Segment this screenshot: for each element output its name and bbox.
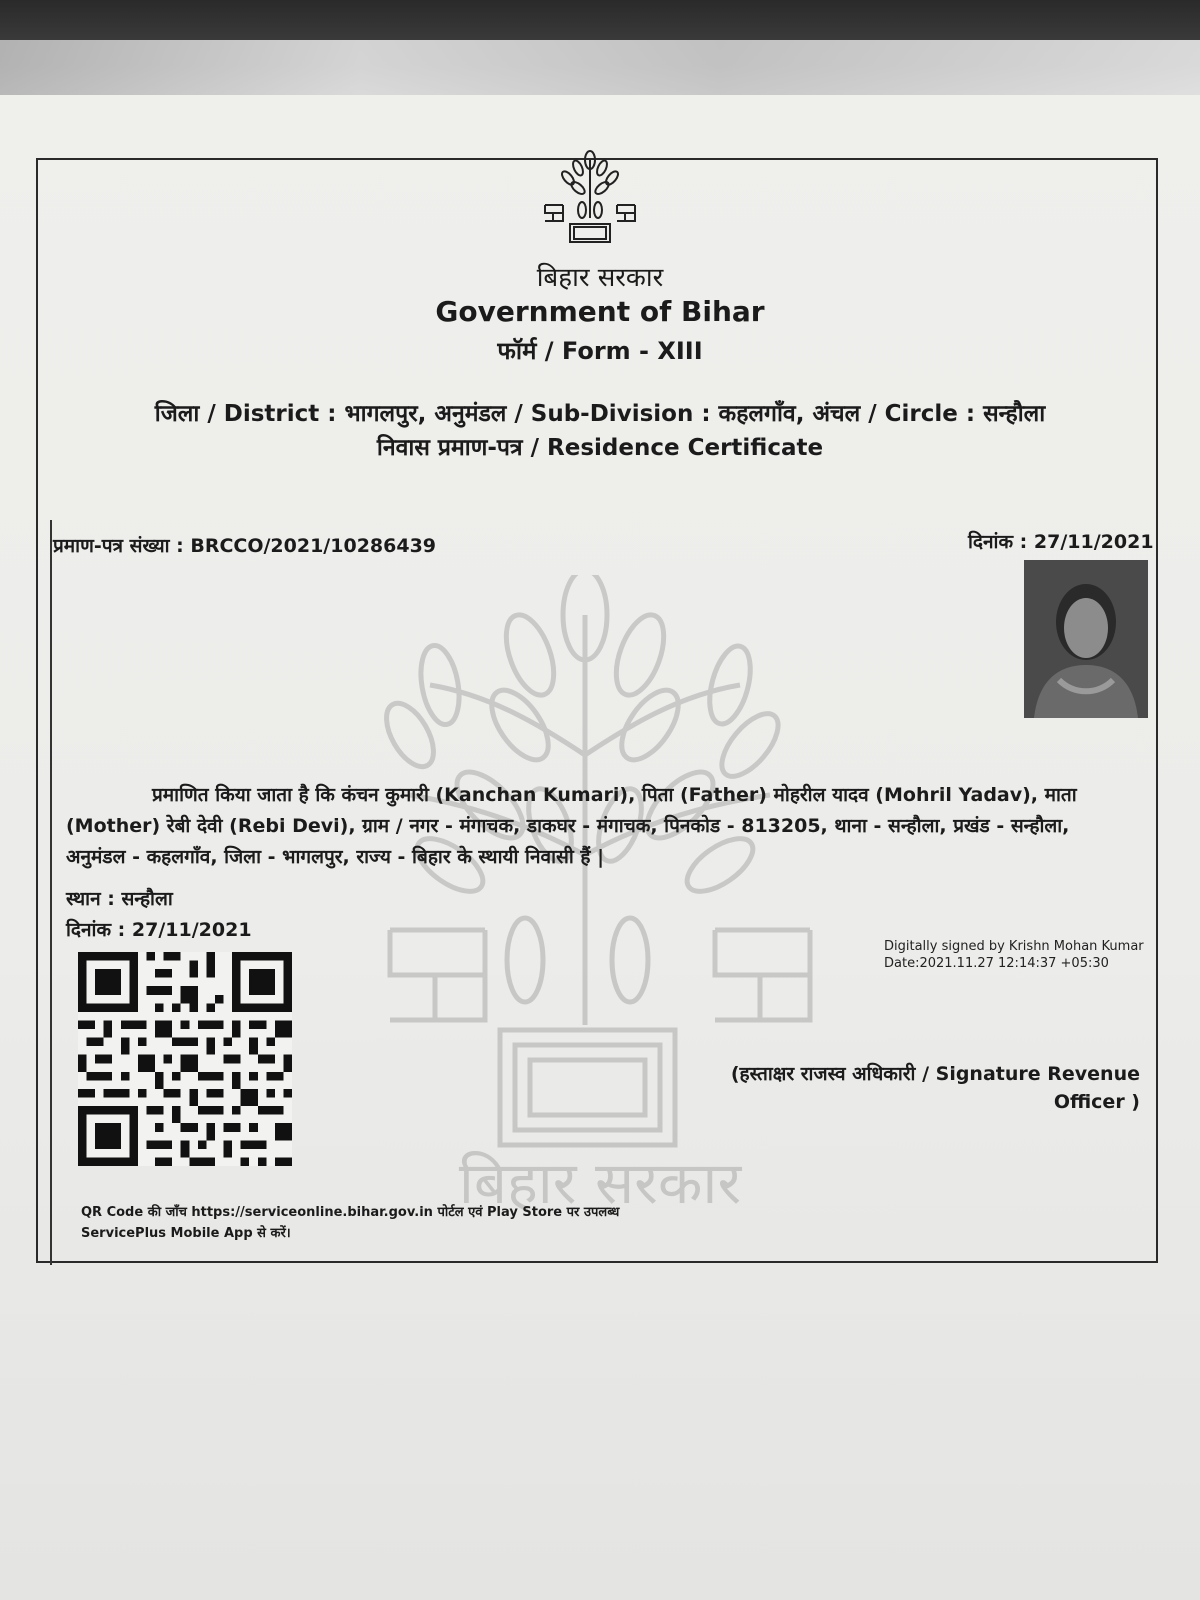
govt-title-english: Government of Bihar	[435, 295, 765, 328]
certification-statement	[66, 780, 1146, 873]
issue-date: दिनांक : 27/11/2021	[968, 531, 1154, 553]
footer-date: दिनांक : 27/11/2021	[66, 919, 252, 941]
signature-caption-line-1: (हस्ताक्षर राजस्व अधिकारी / Signature Revenue	[730, 1063, 1140, 1085]
qr-note-line-1: QR Code की जाँच https://serviceonline.bihar.gov.in पोर्टल एवं Play Store पर उपलब्ध	[81, 1205, 620, 1220]
certificate-title: निवास प्रमाण-पत्र / Residence Certificate	[376, 435, 824, 461]
location-line: जिला / District : भागलपुर, अनुमंडल / Sub-Division : कहलगाँव, अंचल / Circle : सन्हौला	[154, 401, 1046, 427]
govt-title-hindi: बिहार सरकार	[536, 263, 664, 293]
place-of-issue: स्थान : सन्हौला	[66, 888, 173, 910]
bihar-emblem-icon	[540, 150, 640, 250]
applicant-photo	[1024, 560, 1148, 718]
left-inner-rule	[50, 520, 52, 1265]
digital-signature	[884, 938, 1144, 972]
form-number: फॉर्म / Form - XIII	[497, 337, 703, 365]
statement-line-1: प्रमाणित किया जाता है कि कंचन कुमारी (Kanchan Kumari), पिता (Father) मोहरील यादव (Mohril Yadav), माता	[152, 784, 1077, 806]
digital-signature-date: Date:2021.11.27 12:14:37 +05:30	[884, 956, 1109, 971]
qr-code	[78, 952, 292, 1166]
qr-verification-note	[81, 1202, 619, 1244]
statement-line-2: (Mother) रेबी देवी (Rebi Devi), ग्राम / नगर - मंगाचक, डाकघर - मंगाचक, पिनकोड - 813205, थाना - सन्हौला, प्रखंड - सन्हौला,	[66, 815, 1070, 837]
signature-caption	[720, 1060, 1140, 1116]
signature-caption-line-2: Officer )	[1053, 1091, 1140, 1113]
digital-signature-name: Digitally signed by Krishn Mohan Kumar	[884, 939, 1144, 954]
certificate-number: प्रमाण-पत्र संख्या : BRCCO/2021/10286439	[53, 535, 437, 557]
portrait-icon	[1024, 560, 1148, 718]
qr-note-line-2: ServicePlus Mobile App से करें।	[81, 1226, 291, 1241]
bihar-emblem-watermark	[370, 575, 830, 1235]
statement-line-3: अनुमंडल - कहलगाँव, जिला - भागलपुर, राज्य - बिहार के स्थायी निवासी हैं |	[66, 846, 605, 868]
watermark-text: बिहार सरकार	[458, 1149, 742, 1217]
